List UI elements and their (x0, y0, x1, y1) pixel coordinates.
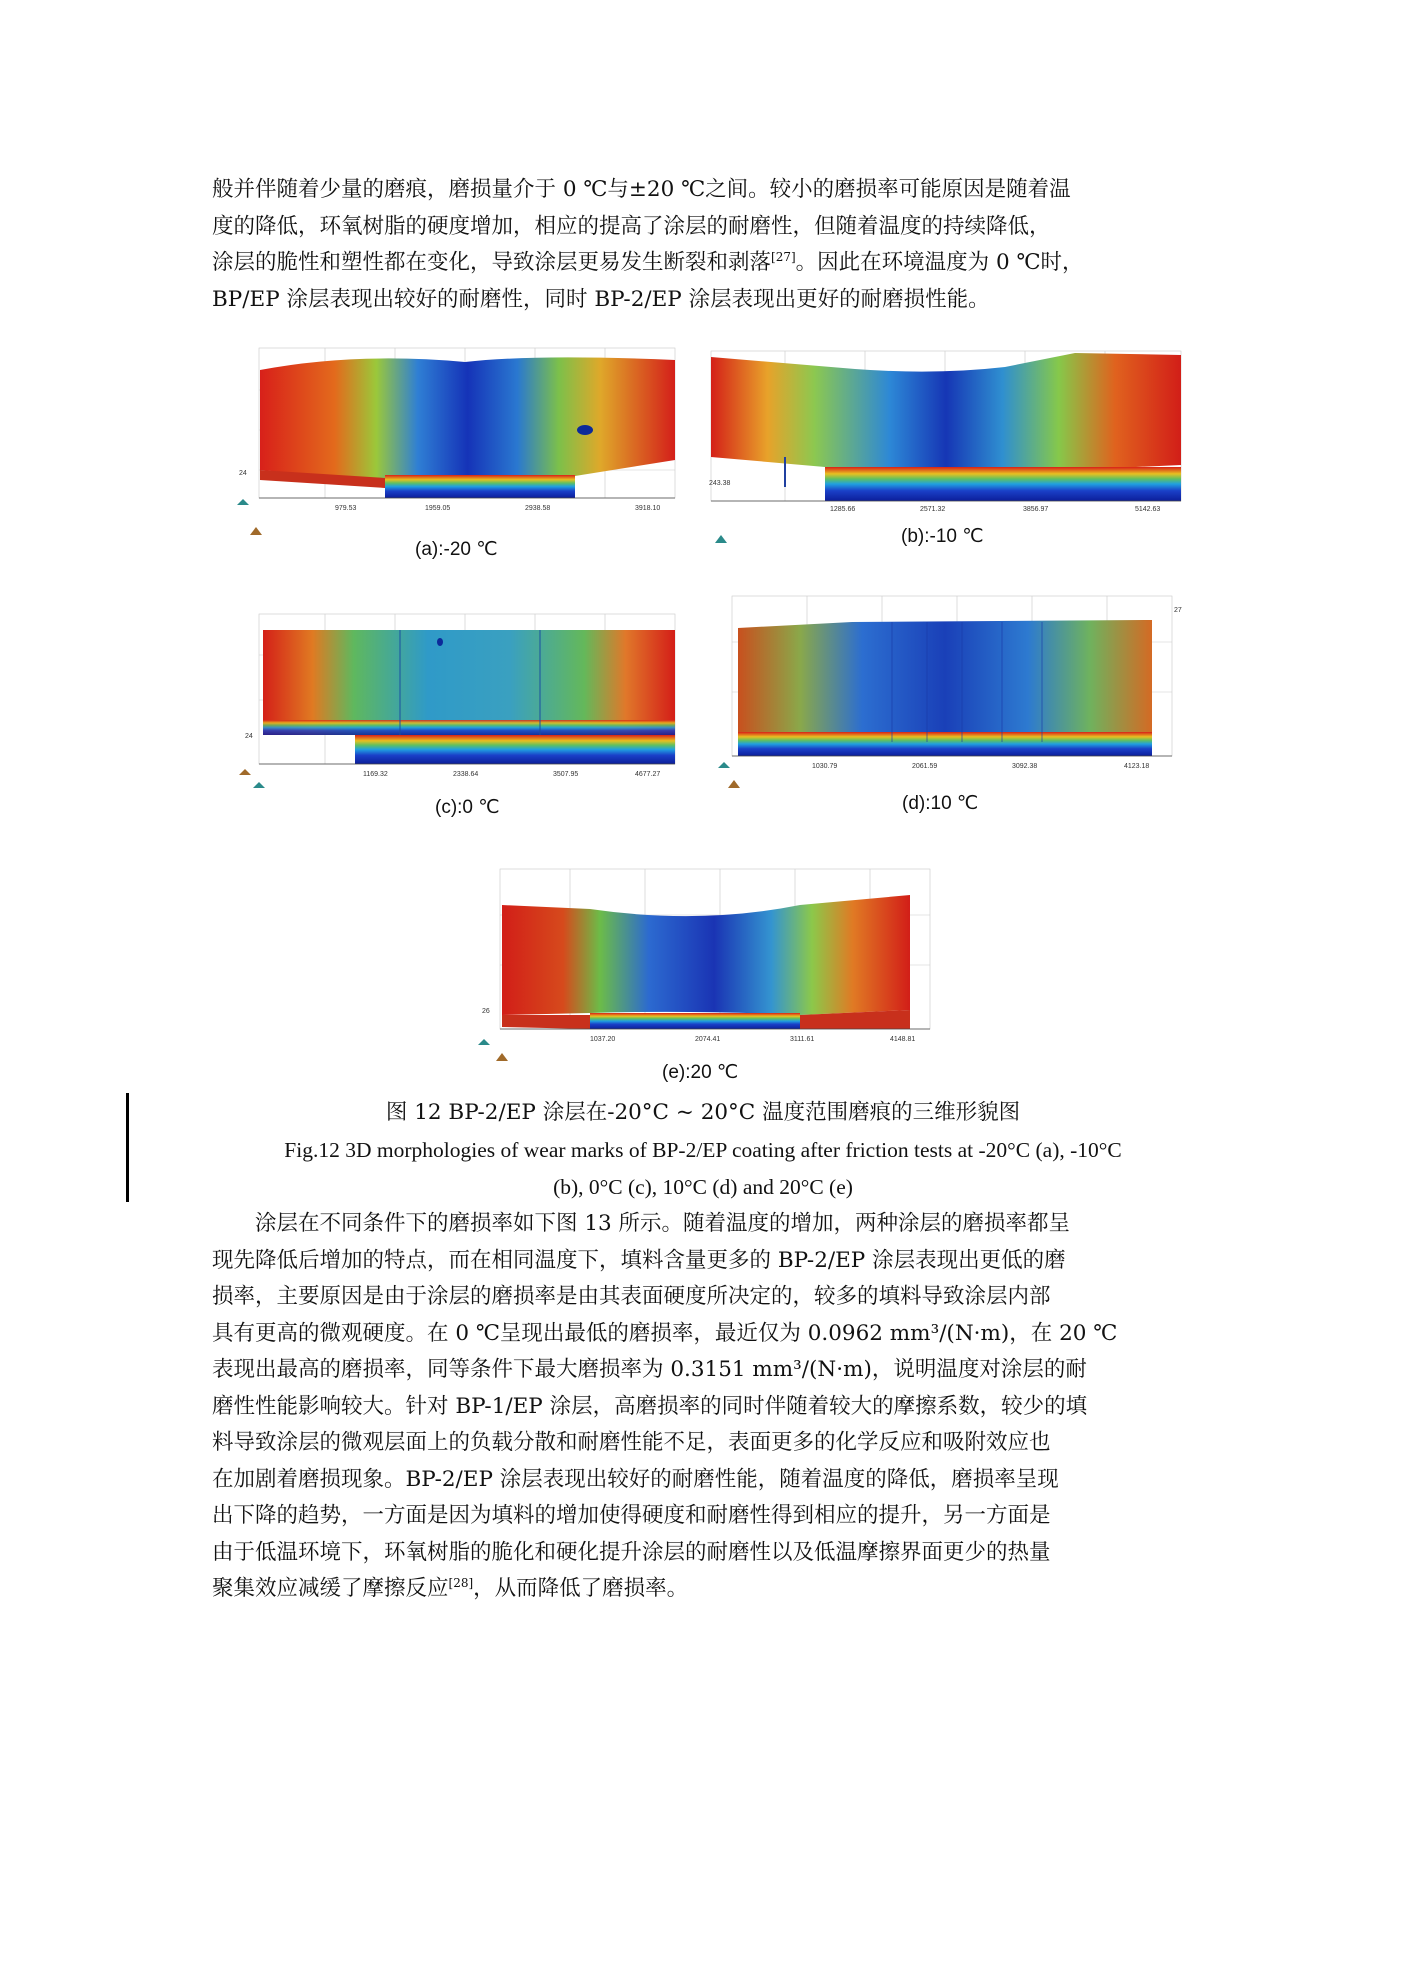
figure-panel-c (235, 600, 695, 818)
navigation-arrows-icon[interactable] (718, 762, 740, 788)
surface-3d-plot (235, 340, 695, 540)
z-tick: 27 (1174, 607, 1182, 614)
surface-3d-plot (712, 592, 1192, 792)
navigation-arrows-icon[interactable] (715, 535, 727, 543)
axis-tick: 2571.32 (920, 506, 946, 513)
figure-caption-en-cont: (b), 0°C (c), 10°C (d) and 20°C (e) (553, 1175, 853, 1199)
axis-tick: 2061.59 (912, 763, 938, 770)
z-tick: 24 (239, 470, 247, 477)
figure-panel-e (470, 865, 950, 1083)
text-line: BP/EP 涂层表现出较好的耐磨性，同时 BP-2/EP 涂层表现出更好的耐磨损性能。 (212, 286, 990, 312)
axis-tick: 1169.32 (363, 771, 388, 778)
axis-tick: 3918.10 (635, 505, 661, 512)
axis-tick: 3507.95 (553, 771, 579, 778)
figure-panel-a (235, 340, 695, 560)
axis-tick: 3111.61 (790, 1036, 815, 1043)
axis-tick: 1959.05 (425, 505, 451, 512)
axis-tick: 2938.58 (525, 505, 551, 512)
z-tick: 243.38 (709, 480, 731, 487)
navigation-arrows-icon[interactable] (478, 1039, 508, 1061)
text-line: 出下降的趋势，一方面是因为填料的增加使得硬度和耐磨性得到相应的提升，另一方面是 (212, 1503, 1051, 1528)
citation-ref[interactable]: [28] (448, 1575, 474, 1590)
axis-tick: 1037.20 (590, 1036, 616, 1043)
axis-tick: 5142.63 (1135, 506, 1161, 513)
figure-caption-en: Fig.12 3D morphologies of wear marks of BP-2/EP coating after friction tests at -20°C (a), -10°C (284, 1138, 1122, 1162)
citation-ref[interactable]: [27] (771, 249, 796, 264)
axis-tick: 4148.81 (890, 1036, 916, 1043)
figure-caption-cn: 图 12 BP-2/EP 涂层在-20°C ~ 20°C 温度范围磨痕的三维形貌图 (385, 1100, 1021, 1125)
axis-tick: 2074.41 (695, 1036, 721, 1043)
surface-3d-plot (470, 865, 950, 1065)
paragraph-top (212, 172, 1197, 318)
text-line: 料导致涂层的微观层面上的负载分散和耐磨性能不足，表面更多的化学反应和吸附效应也 (212, 1430, 1051, 1455)
text-line: 涂层的脆性和塑性都在变化，导致涂层更易发生断裂和剥落[27]。因此在环境温度为 0 ℃时， (212, 249, 1084, 275)
text-line: 磨性性能影响较大。针对 BP-1/EP 涂层，高磨损率的同时伴随着较大的摩擦系数，较少的填 (212, 1393, 1088, 1419)
paragraph-bottom (212, 1206, 1197, 1608)
text-line: 度的降低，环氧树脂的硬度增加，相应的提高了涂层的耐磨性，但随着温度的持续降低， (212, 213, 1051, 239)
text-line: 聚集效应减缓了摩擦反应[28]，从而降低了磨损率。 (212, 1575, 689, 1601)
axis-tick: 3856.97 (1023, 506, 1049, 513)
axis-tick: 1030.79 (812, 763, 838, 770)
text-line: 般并伴随着少量的磨痕，磨损量介于 0 ℃与±20 ℃之间。较小的磨损率可能原因是随着温 (212, 177, 1071, 202)
axis-tick: 979.53 (335, 505, 357, 512)
text-line: 表现出最高的磨损率，同等条件下最大磨损率为 0.3151 mm³/(N·m)，说明温度对涂层的耐 (212, 1357, 1087, 1382)
axis-tick: 2338.64 (453, 771, 479, 778)
axis-tick: 4123.18 (1124, 763, 1150, 770)
figure-panel-d (712, 592, 1192, 814)
panel-label: (a):-20 ℃ (415, 539, 498, 560)
text-line: 损率，主要原因是由于涂层的磨损率是由其表面硬度所决定的，较多的填料导致涂层内部 (212, 1284, 1051, 1309)
axis-tick: 3092.38 (1012, 763, 1038, 770)
text-line: 具有更高的微观硬度。在 0 ℃呈现出最低的磨损率，最近仅为 0.0962 mm³/(N·m)，在 20 ℃ (212, 1320, 1118, 1346)
axis-tick: 1285.66 (830, 506, 856, 513)
panel-label: (d):10 ℃ (902, 793, 979, 814)
panel-label: (b):-10 ℃ (901, 526, 984, 547)
axis-tick: 4677.27 (635, 771, 661, 778)
panel-label: (c):0 ℃ (435, 797, 500, 818)
z-tick: 24 (245, 733, 253, 740)
text-line: 由于低温环境下，环氧树脂的脆化和硬化提升涂层的耐磨性以及低温摩擦界面更少的热量 (212, 1539, 1051, 1565)
panel-label: (e):20 ℃ (662, 1062, 739, 1083)
figure-panel-b (705, 345, 1185, 545)
navigation-arrows-icon[interactable] (239, 769, 265, 788)
surface-3d-plot (235, 600, 695, 790)
text-line: 涂层在不同条件下的磨损率如下图 13 所示。随着温度的增加，两种涂层的磨损率都呈 (255, 1211, 1071, 1236)
text-line: 现先降低后增加的特点，而在相同温度下，填料含量更多的 BP-2/EP 涂层表现出更低的磨 (212, 1247, 1066, 1273)
z-tick: 26 (482, 1008, 490, 1015)
text-line: 在加剧着磨损现象。BP-2/EP 涂层表现出较好的耐磨性能，随着温度的降低，磨损率呈现 (212, 1466, 1059, 1492)
navigation-arrows-icon[interactable] (237, 499, 262, 535)
surface-3d-plot (705, 345, 1185, 545)
